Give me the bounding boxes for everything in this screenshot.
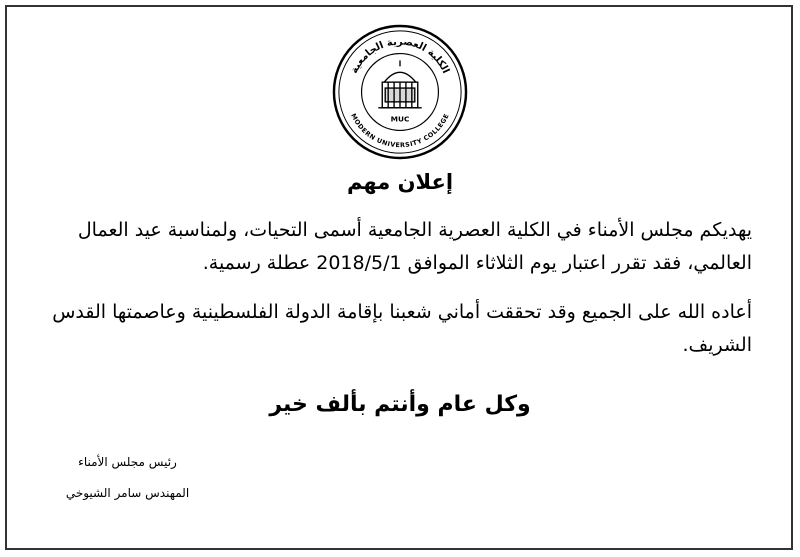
college-seal-graphic: [331, 23, 469, 161]
announcement-title: إعلان مهم: [346, 170, 454, 194]
announcement-paragraph-2: أعاده الله على الجميع وقد تحققت أماني شعبنا بإقامة الدولة الفلسطينية وعاصمتها القدس الشريف.: [52, 301, 752, 356]
announcement-paragraph-1: يهديكم مجلس الأمناء في الكلية العصرية الجامعية أسمى التحيات، ولمناسبة عيد العمال العالمي، فقد تقرر اعتبار يوم الثلاثاء الموافق 2018/5/1 عطلة رسمية.: [77, 219, 752, 274]
logo-arabic-text: الكلية العصرية الجامعية: [348, 36, 452, 76]
signatory-name: المهندس سامر الشيوخي: [65, 486, 190, 500]
logo-abbreviation: MUC: [390, 114, 410, 124]
logo-english-text: MODERN UNIVERSITY COLLEGE: [349, 112, 451, 150]
signatory-title: رئيس مجلس الأمناء: [78, 455, 177, 469]
college-logo: [331, 23, 469, 161]
closing-greeting: وكل عام وأنتم بألف خير: [269, 392, 531, 417]
